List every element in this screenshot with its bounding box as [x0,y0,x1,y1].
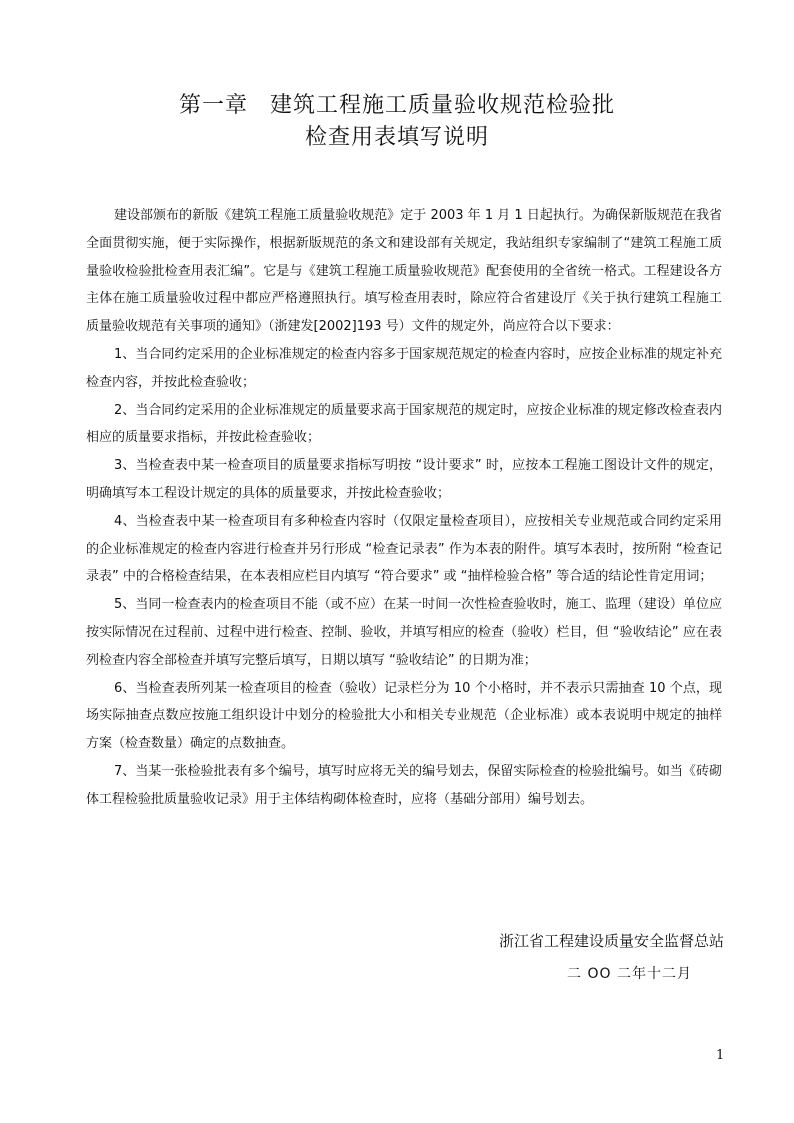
requirement-item-7: 7、当某一张检验批表有多个编号，填写时应将无关的编号划去，保留实际检查的检验批编号。如当《砖砌体工程检验批质量验收记录》用于主体结构砌体检查时，应将（基础分部用）编号划去。 [86,763,722,807]
document-body [86,202,722,814]
document-title-line-2: 检查用表填写说明 [304,125,489,150]
requirement-item-4: 4、当检查表中某一检查项目有多种检查内容时（仅限定量检查项目），应按相关专业规范或合同约定采用的企业标准规定的检查内容进行检查并另行形成 “检查记录表” 作为本表的附件。填写本表时，按所附 “检查记录表” 中的合格检查结果，在本表相应栏目内填写 “符合要求” 或 “抽样检验合格” 等合适的结论性肯定用词； [86,513,722,585]
issue-date: 二 OO 二年十二月 [567,966,692,982]
requirement-item-2: 2、当合同约定采用的企业标准规定的质量要求高于国家规范的规定时，应按企业标准的规定修改检查表内相应的质量要求指标，并按此检查验收； [86,402,722,446]
requirement-item-5: 5、当同一检查表内的检查项目不能（或不应）在某一时间一次性检查验收时，施工、监理（建设）单位应按实际情况在过程前、过程中进行检查、控制、验收，并填写相应的检查（验收）栏目，但 “验收结论” 应在表列检查内容全部检查并填写完整后填写，日期以填写 “验收结论” 的日期为准； [86,597,722,668]
requirement-item-6: 6、当检查表所列某一检查项目的检查（验收）记录栏分为 10 个小格时，并不表示只需抽查 10 个点，现场实际抽查点数应按施工组织设计中划分的检验批大小和相关专业规范（企业标准）或本表说明中规定的抽样方案（检查数量）确定的点数抽查。 [86,680,722,752]
requirement-item-1: 1、当合同约定采用的企业标准规定的检查内容多于国家规范规定的检查内容时，应按企业标准的规定补充检查内容，并按此检查验收； [86,346,722,390]
title-text-line-1: 建筑工程施工质量验收规范检验批 [270,93,616,118]
issuing-organization: 浙江省工程建设质量安全监督总站 [498,932,724,950]
chapter-label: 第一章 [178,93,248,118]
page-number: 1 [716,1048,725,1063]
intro-paragraph: 建设部颁布的新版《建筑工程施工质量验收规范》定于 2003 年 1 月 1 日起执行。为确保新版规范在我省全面贯彻实施，便于实际操作，根据新版规范的条文和建设部有关规定，我站组织专家编制了“建筑工程施工质量验收检验批检查用表汇编”。它是与《建筑工程施工质量验收规范》配套使用的全省统一格式。工程建设各方主体在施工质量验收过程中都应严格遵照执行。填写检查用表时，除应符合省建设厅《关于执行建筑工程施工质量验收规范有关事项的通知》（浙建发[2002]193 号）文件的规定外，尚应符合以下要求： [86,208,722,335]
requirement-item-3: 3、当检查表中某一检查项目的质量要求指标写明按 “设计要求” 时，应按本工程施工图设计文件的规定，明确填写本工程设计规定的具体的质量要求，并按此检查验收； [86,458,722,501]
document-title-line-1 [0,88,794,119]
